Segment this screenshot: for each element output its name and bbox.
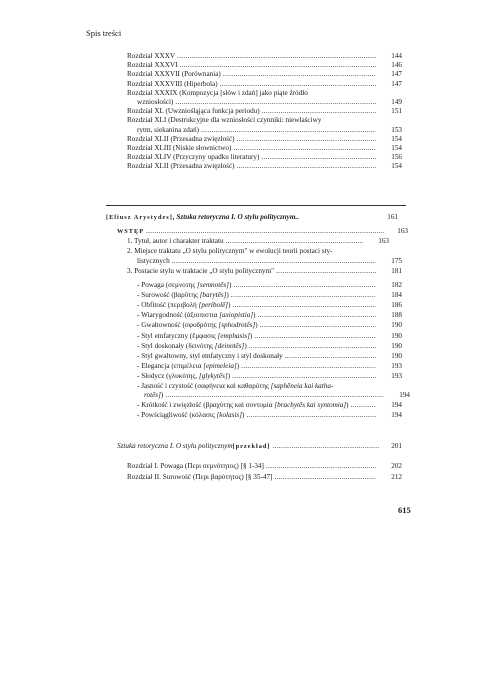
entry-text: Styl emfatyczny (ἔμφασις bbox=[141, 331, 218, 340]
dot-leader bbox=[172, 257, 376, 266]
toc-page-number: 190 bbox=[391, 321, 402, 330]
dot-leader bbox=[180, 61, 377, 70]
dot-leader bbox=[266, 462, 376, 471]
section-title: , Sztuka retoryczna I. O stylu politycznym.. bbox=[172, 213, 300, 221]
dot-leader bbox=[285, 352, 376, 361]
section-author: [Eliusz Arystydes] bbox=[106, 214, 173, 221]
entry-text: rytm, siekanina zdań) bbox=[137, 125, 200, 134]
toc-entry bbox=[137, 291, 378, 300]
toc-page-number: 181 bbox=[391, 267, 402, 275]
entry-text: Gwałtowność (σφοδρότης bbox=[141, 321, 219, 330]
entry-text: - bbox=[137, 382, 142, 390]
toc-entry-label bbox=[127, 267, 274, 276]
entry-text: - bbox=[137, 291, 142, 300]
toc-page-number: 194 bbox=[399, 391, 410, 400]
entry-text: ) bbox=[346, 401, 349, 410]
entry-text: - bbox=[137, 341, 142, 350]
toc-entry bbox=[127, 153, 378, 162]
dot-leader bbox=[241, 362, 376, 371]
toc-entry bbox=[137, 301, 378, 310]
toc-entry bbox=[127, 162, 378, 171]
translation-entry bbox=[117, 442, 381, 451]
toc-page-number: 154 bbox=[391, 144, 402, 152]
entry-text: - bbox=[137, 411, 142, 420]
toc-page-number: 184 bbox=[391, 291, 402, 300]
toc-entry-line bbox=[137, 382, 333, 391]
toc-entry-line: Rozdział XLI (Destrukcyjne dla wzniosłości czynniki: niewłaściwy bbox=[127, 116, 322, 125]
dot-leader bbox=[233, 144, 376, 153]
toc-page-number: 201 bbox=[391, 442, 402, 450]
toc-page-number: 154 bbox=[391, 134, 402, 143]
toc-page-number: 161 bbox=[387, 213, 398, 221]
toc-page-number: 190 bbox=[391, 331, 402, 340]
toc-entry bbox=[137, 332, 378, 341]
toc-page-number: 190 bbox=[391, 351, 402, 360]
entry-text: ) bbox=[255, 321, 258, 330]
toc-entry-label bbox=[127, 462, 264, 471]
toc-entry bbox=[127, 70, 378, 79]
toc-entry bbox=[137, 126, 378, 135]
toc-entry-label bbox=[127, 237, 224, 246]
toc-page-number: 146 bbox=[391, 61, 402, 70]
entry-text: - bbox=[137, 371, 142, 380]
toc-page-number: 163 bbox=[378, 237, 389, 245]
toc-entry bbox=[127, 80, 378, 89]
entry-text: Elegancja (επιμέλεια bbox=[141, 361, 204, 370]
entry-text: ) bbox=[228, 301, 231, 310]
toc-entry bbox=[137, 311, 378, 320]
dot-leader bbox=[232, 372, 376, 381]
toc-page-number: 186 bbox=[391, 301, 402, 310]
entry-text: Powściągliwość (κόλασις bbox=[141, 411, 217, 420]
entry-text: Styl doskonały (δεινότης bbox=[141, 341, 215, 350]
toc-entry-label bbox=[127, 153, 259, 162]
entry-text: [brachytēs kai syntomia] bbox=[274, 401, 347, 410]
running-header: Spis treści bbox=[86, 28, 122, 38]
entry-text: Rozdział XL (Uwzniośląjąca funkcja periodu) bbox=[127, 107, 260, 116]
dot-leader bbox=[223, 70, 376, 79]
entry-text: ) bbox=[249, 331, 253, 340]
dot-leader bbox=[246, 411, 376, 420]
toc-entry-label bbox=[127, 107, 260, 116]
toc-entry bbox=[137, 372, 378, 381]
entry-text: Styl gwałtowny, styl emfatyczny i styl doskonały bbox=[141, 351, 283, 360]
toc-page-number: 151 bbox=[391, 107, 402, 116]
dot-leader bbox=[273, 442, 380, 451]
entry-text: rotēs] bbox=[144, 391, 161, 400]
dot-leader bbox=[276, 267, 376, 276]
separator-line bbox=[106, 205, 406, 206]
entry-text: Rozdział XLII (Przesadna zwięzłość) bbox=[127, 162, 235, 171]
toc-page-number: 194 bbox=[391, 411, 402, 420]
toc-entry bbox=[137, 401, 378, 410]
toc-page-number: 144 bbox=[391, 52, 402, 60]
toc-entry bbox=[137, 321, 378, 330]
dot-leader bbox=[260, 321, 376, 330]
toc-entry-label bbox=[137, 281, 231, 290]
toc-entry-label bbox=[137, 352, 283, 361]
entry-text: wzniosłości) bbox=[137, 98, 174, 106]
dot-leader bbox=[237, 135, 376, 144]
entry-text: [emphasis] bbox=[217, 331, 250, 340]
entry-text: [deinotēs] bbox=[214, 341, 245, 350]
entry-text: Wiarygodność (ἀξιοπιστια bbox=[141, 311, 220, 320]
toc-page-number: 188 bbox=[391, 311, 402, 320]
toc-page-number: 156 bbox=[391, 153, 402, 162]
toc-entry-label bbox=[137, 257, 170, 266]
dot-leader bbox=[237, 162, 376, 171]
toc-page-number: 147 bbox=[391, 70, 402, 79]
dot-leader bbox=[254, 332, 376, 341]
toc-entry bbox=[137, 281, 378, 290]
entry-text: Słodycz (γλυκύτης, bbox=[141, 371, 199, 380]
entry-text: ) bbox=[253, 311, 256, 320]
toc-entry-label bbox=[144, 391, 163, 400]
toc-page-number: 194 bbox=[391, 401, 402, 410]
toc-page-number: 175 bbox=[391, 256, 402, 265]
toc-page-number: 154 bbox=[391, 162, 402, 171]
entry-text: [axiopistia] bbox=[219, 311, 254, 320]
entry-text: [barytēs] bbox=[199, 291, 227, 300]
dot-leader bbox=[262, 107, 376, 116]
entry-text: [peribolē] bbox=[198, 301, 229, 310]
entry-text: [sphodrotēs] bbox=[218, 321, 256, 330]
toc-page-number: 193 bbox=[391, 361, 402, 370]
toc-entry-label bbox=[137, 321, 258, 330]
toc-entry-label bbox=[137, 301, 231, 310]
entry-text: Rozdział XXXVII (Porównania) bbox=[127, 70, 221, 79]
toc-page-number: 190 bbox=[391, 341, 402, 350]
dot-leader bbox=[351, 401, 376, 410]
toc-entry-label bbox=[127, 473, 272, 482]
toc-entry bbox=[127, 473, 378, 482]
toc-entry-label bbox=[137, 126, 199, 135]
entry-text: [kolasis] bbox=[216, 411, 243, 420]
wstep-entry bbox=[117, 227, 386, 236]
dot-leader bbox=[233, 281, 376, 290]
toc-entry bbox=[137, 98, 378, 107]
toc-entry-label bbox=[137, 98, 173, 107]
entry-text: ) bbox=[236, 361, 240, 370]
toc-entry bbox=[137, 411, 378, 420]
entry-text: ) bbox=[226, 291, 229, 300]
entry-text: Rozdział XXXVI bbox=[127, 61, 178, 70]
toc-entry-line: Rozdział XXXIX (Kompozycja [słów i zdań] jako piąte źródło bbox=[127, 88, 308, 97]
entry-text: Rozdział XLIII (Niskie słownictwo) bbox=[127, 144, 232, 152]
dot-leader bbox=[201, 126, 376, 135]
toc-entry bbox=[137, 342, 378, 351]
dot-leader bbox=[165, 391, 384, 400]
toc-entry-label bbox=[127, 70, 221, 79]
toc-entry bbox=[137, 257, 378, 266]
entry-text: Powaga (σεμνοτης bbox=[141, 281, 198, 289]
entry-text: - bbox=[137, 281, 142, 289]
entry-text: ) bbox=[244, 341, 247, 350]
dot-leader bbox=[175, 98, 376, 107]
toc-entry bbox=[127, 462, 378, 471]
section-heading bbox=[106, 213, 376, 222]
dot-leader bbox=[261, 153, 376, 162]
toc-entry bbox=[137, 362, 378, 371]
entry-text: Rozdział XXXVIII (Hiperbola) bbox=[127, 79, 218, 88]
page-number: 615 bbox=[398, 505, 411, 515]
toc-entry-label bbox=[137, 401, 349, 410]
toc-entry-label bbox=[127, 80, 218, 89]
dot-leader bbox=[220, 80, 376, 89]
toc-entry bbox=[127, 61, 378, 70]
entry-text: ) bbox=[227, 371, 231, 380]
toc-entry-label bbox=[127, 162, 235, 171]
toc-entry-label bbox=[127, 144, 231, 153]
toc-entry-label bbox=[127, 52, 175, 61]
toc-entry bbox=[127, 267, 378, 276]
dot-leader bbox=[231, 291, 376, 300]
toc-entry-label bbox=[137, 362, 239, 371]
entry-text: Jasność i czystość (σαφήνεια καὶ καθαρότης bbox=[141, 382, 271, 390]
toc-page-number: 182 bbox=[391, 281, 402, 289]
entry-text: Rozdział I. Powaga (Περι σεμνότητος) [§ 1-34] bbox=[127, 462, 264, 470]
entry-text: [glykytēs] bbox=[198, 371, 228, 380]
entry-text: - bbox=[137, 401, 142, 410]
entry-text: [saphēneia kai katha- bbox=[270, 382, 334, 390]
entry-text: - bbox=[137, 321, 142, 330]
toc-entry-label bbox=[127, 61, 178, 70]
entry-text: Rozdział II. Surowość (Περι βαρύτητος) [§ 35-47] bbox=[127, 473, 273, 481]
toc-page-number: 212 bbox=[391, 473, 402, 481]
toc-entry-label bbox=[137, 332, 252, 341]
translation-tag: [przekład] bbox=[232, 443, 271, 450]
toc-page-number: 149 bbox=[391, 98, 402, 106]
entry-text: [semnotēs] bbox=[197, 281, 229, 289]
toc-page-number: 193 bbox=[391, 371, 402, 380]
entry-text: ) bbox=[242, 411, 245, 420]
entry-text: - bbox=[137, 361, 142, 370]
entry-text: Obfitość (περιβολή bbox=[141, 301, 199, 310]
entry-text: ) bbox=[228, 281, 232, 289]
toc-entry-label bbox=[137, 311, 256, 320]
toc-entry bbox=[144, 391, 386, 400]
toc-entry-label bbox=[137, 411, 244, 420]
toc-page-number: 147 bbox=[391, 79, 402, 88]
toc-entry bbox=[137, 352, 378, 361]
entry-text: listycznych bbox=[137, 256, 170, 265]
toc-entry-label bbox=[137, 291, 229, 300]
entry-text: Rozdział XLII (Przesadna zwięzłość) bbox=[127, 134, 235, 143]
toc-entry bbox=[127, 135, 378, 144]
entry-text: 1. Tytuł, autor i charakter traktatu bbox=[127, 237, 224, 245]
toc-page-number: 153 bbox=[391, 125, 402, 134]
dot-leader bbox=[249, 342, 376, 351]
entry-text: Rozdział XLIV (Przyczyny upadku literatury) bbox=[127, 153, 260, 162]
toc-entry bbox=[127, 144, 378, 153]
toc-entry bbox=[127, 107, 378, 116]
entry-text: - bbox=[137, 351, 142, 360]
toc-entry-label bbox=[137, 342, 247, 351]
dot-leader bbox=[226, 237, 363, 246]
dot-leader bbox=[146, 227, 384, 236]
entry-text: [epimeleia] bbox=[203, 361, 237, 370]
dot-leader bbox=[233, 301, 377, 310]
toc-entry-line: 2. Miejsce traktatu „O stylu politycznym" w ewolucji teorii postaci sty- bbox=[127, 247, 333, 256]
entry-text: - bbox=[137, 301, 142, 310]
entry-text: - bbox=[137, 331, 142, 340]
entry-text: Krótkość i zwięzłość (βραχύτης καὶ συντομία bbox=[141, 401, 275, 410]
entry-text: Rozdział XXXV bbox=[127, 52, 176, 60]
dot-leader bbox=[274, 473, 376, 482]
toc-entry bbox=[127, 52, 378, 61]
entry-text: ) bbox=[160, 391, 164, 400]
translation-title: Sztuka retoryczna I. O stylu politycznym bbox=[117, 442, 233, 450]
dot-leader bbox=[177, 52, 376, 61]
dot-leader bbox=[258, 311, 376, 320]
wstep-label: WSTĘP bbox=[117, 228, 145, 235]
entry-text: 3. Postacie stylu w traktacie „O stylu politycznym" bbox=[127, 267, 275, 275]
entry-text: Surowość (βαρΰτης bbox=[141, 291, 200, 300]
toc-page-number: 202 bbox=[391, 462, 402, 470]
toc-entry-label bbox=[127, 135, 235, 144]
entry-text: - bbox=[137, 311, 142, 320]
toc-entry bbox=[127, 237, 365, 246]
toc-page-number: 163 bbox=[397, 227, 408, 235]
toc-entry-label bbox=[137, 372, 230, 381]
